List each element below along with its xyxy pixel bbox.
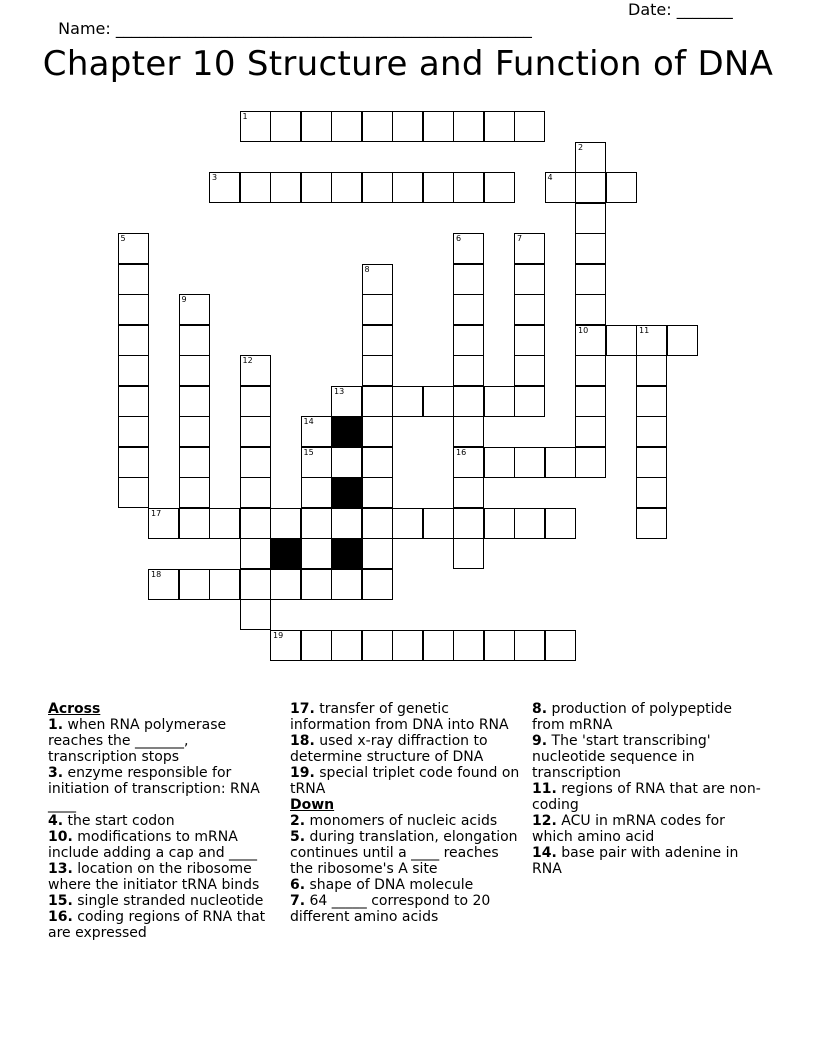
crossword-cell[interactable] bbox=[362, 264, 393, 295]
crossword-block bbox=[270, 538, 301, 569]
crossword-cell[interactable] bbox=[179, 416, 210, 447]
crossword-cell[interactable] bbox=[392, 508, 423, 539]
crossword-cell[interactable] bbox=[453, 447, 484, 478]
clue-item bbox=[48, 829, 276, 861]
crossword-cell[interactable] bbox=[453, 325, 484, 356]
clue-number-label: 1 bbox=[242, 112, 248, 121]
clue-number-label: 10 bbox=[578, 325, 589, 335]
crossword-cell[interactable] bbox=[514, 630, 545, 661]
crossword-cell[interactable] bbox=[301, 477, 332, 508]
crossword-cell[interactable] bbox=[179, 477, 210, 508]
crossword-cell[interactable] bbox=[636, 325, 667, 356]
crossword-cell[interactable] bbox=[240, 508, 271, 539]
crossword-cell[interactable] bbox=[301, 447, 332, 478]
crossword-cell[interactable] bbox=[484, 172, 515, 203]
crossword-cell[interactable] bbox=[575, 294, 606, 325]
crossword-cell[interactable] bbox=[301, 569, 332, 600]
crossword-cell[interactable] bbox=[331, 111, 362, 142]
crossword-cell[interactable] bbox=[179, 294, 210, 325]
crossword-cell[interactable] bbox=[484, 386, 515, 417]
crossword-cell[interactable] bbox=[453, 477, 484, 508]
crossword-cell[interactable] bbox=[270, 508, 301, 539]
crossword-cell[interactable] bbox=[209, 172, 240, 203]
crossword-cell[interactable] bbox=[240, 599, 271, 630]
crossword-cell[interactable] bbox=[636, 355, 667, 386]
crossword-cell[interactable] bbox=[362, 111, 393, 142]
clue-item bbox=[532, 701, 762, 733]
crossword-cell[interactable] bbox=[118, 233, 149, 264]
clue-number-label: 5 bbox=[120, 234, 126, 243]
crossword-cell[interactable] bbox=[514, 264, 545, 295]
crossword-cell[interactable] bbox=[636, 386, 667, 417]
clue-text: location on the ribosome where the initiator tRNA binds bbox=[48, 861, 260, 893]
clue-number: 19. bbox=[290, 765, 315, 781]
crossword-cell[interactable] bbox=[514, 355, 545, 386]
clue-number-label: 17 bbox=[151, 508, 162, 518]
clue-text: ACU in mRNA codes for which amino acid bbox=[532, 813, 725, 845]
crossword-cell[interactable] bbox=[453, 538, 484, 569]
clue-text: regions of RNA that are non-coding bbox=[532, 781, 761, 813]
crossword-cell[interactable] bbox=[575, 386, 606, 417]
crossword-cell[interactable] bbox=[240, 172, 271, 203]
clue-item bbox=[48, 813, 276, 829]
clue-number-label: 15 bbox=[303, 447, 314, 457]
crossword-cell[interactable] bbox=[118, 447, 149, 478]
crossword-cell[interactable] bbox=[362, 538, 393, 569]
clue-text: base pair with adenine in RNA bbox=[532, 845, 739, 877]
crossword-cell[interactable] bbox=[270, 172, 301, 203]
crossword-cell[interactable] bbox=[240, 538, 271, 569]
crossword-cell[interactable] bbox=[331, 569, 362, 600]
crossword-cell[interactable] bbox=[575, 264, 606, 295]
clue-item bbox=[290, 701, 526, 733]
clue-number: 12. bbox=[532, 813, 557, 829]
crossword-cell[interactable] bbox=[362, 477, 393, 508]
crossword-cell[interactable] bbox=[606, 172, 637, 203]
crossword-cell[interactable] bbox=[453, 355, 484, 386]
clue-number-label: 18 bbox=[151, 569, 162, 579]
clue-number-label: 6 bbox=[456, 234, 462, 243]
clue-text: monomers of nucleic acids bbox=[305, 813, 498, 829]
crossword-cell[interactable] bbox=[118, 355, 149, 386]
crossword-cell[interactable] bbox=[575, 355, 606, 386]
crossword-cell[interactable] bbox=[331, 386, 362, 417]
crossword-cell[interactable] bbox=[545, 508, 576, 539]
crossword-cell[interactable] bbox=[484, 508, 515, 539]
crossword-block bbox=[331, 538, 362, 569]
crossword-cell[interactable] bbox=[270, 569, 301, 600]
clue-number: 8. bbox=[532, 701, 548, 717]
crossword-cell[interactable] bbox=[514, 508, 545, 539]
crossword-cell[interactable] bbox=[362, 416, 393, 447]
crossword-cell[interactable] bbox=[362, 172, 393, 203]
down-heading: Down bbox=[290, 797, 335, 813]
clue-text: single stranded nucleotide bbox=[72, 893, 264, 909]
clue-text: the start codon bbox=[63, 813, 175, 829]
crossword-cell[interactable] bbox=[240, 355, 271, 386]
clue-number: 3. bbox=[48, 765, 64, 781]
clue-text: The 'start transcribing' nucleotide sequence in transcription bbox=[532, 733, 711, 781]
crossword-cell[interactable] bbox=[575, 325, 606, 356]
clue-number: 5. bbox=[290, 829, 306, 845]
clue-item bbox=[532, 845, 762, 877]
clue-number: 16. bbox=[48, 909, 73, 925]
crossword-cell[interactable] bbox=[209, 508, 240, 539]
clue-item bbox=[532, 781, 762, 813]
crossword-cell[interactable] bbox=[514, 233, 545, 264]
crossword-cell[interactable] bbox=[301, 172, 332, 203]
crossword-cell[interactable] bbox=[636, 477, 667, 508]
crossword-cell[interactable] bbox=[423, 111, 454, 142]
name-field[interactable]: Name: ____________________________________________________ bbox=[58, 19, 532, 38]
clue-number: 15. bbox=[48, 893, 73, 909]
crossword-cell[interactable] bbox=[240, 477, 271, 508]
crossword-cell[interactable] bbox=[179, 447, 210, 478]
clue-text: production of polypeptide from mRNA bbox=[532, 701, 732, 733]
crossword-cell[interactable] bbox=[118, 325, 149, 356]
crossword-cell[interactable] bbox=[362, 294, 393, 325]
crossword-cell[interactable] bbox=[179, 508, 210, 539]
clues-column-1 bbox=[48, 701, 276, 941]
crossword-cell[interactable] bbox=[453, 172, 484, 203]
crossword-cell[interactable] bbox=[270, 111, 301, 142]
crossword-cell[interactable] bbox=[148, 508, 179, 539]
clue-number: 13. bbox=[48, 861, 73, 877]
clues-column-3 bbox=[532, 701, 762, 877]
crossword-cell[interactable] bbox=[392, 111, 423, 142]
crossword-block bbox=[331, 416, 362, 447]
clue-number-label: 2 bbox=[578, 142, 584, 152]
clue-text: used x-ray diffraction to determine structure of DNA bbox=[290, 733, 488, 765]
crossword-cell[interactable] bbox=[606, 325, 637, 356]
clue-number-label: 7 bbox=[517, 234, 523, 243]
crossword-cell[interactable] bbox=[179, 355, 210, 386]
clue-text: enzyme responsible for initiation of transcription: RNA ____ bbox=[48, 765, 260, 813]
crossword-cell[interactable] bbox=[331, 630, 362, 661]
crossword-cell[interactable] bbox=[240, 416, 271, 447]
page-title: Chapter 10 Structure and Function of DNA bbox=[42, 44, 774, 84]
crossword-cell[interactable] bbox=[118, 477, 149, 508]
clue-number-label: 9 bbox=[181, 295, 187, 304]
clue-item bbox=[532, 813, 762, 845]
crossword-cell[interactable] bbox=[453, 294, 484, 325]
crossword-cell[interactable] bbox=[331, 508, 362, 539]
clue-item bbox=[48, 893, 276, 909]
clue-number: 10. bbox=[48, 829, 73, 845]
clue-text: during translation, elongation continues until a ____ reaches the ribosome's A site bbox=[290, 829, 518, 877]
clue-number: 1. bbox=[48, 717, 64, 733]
clue-item bbox=[48, 861, 276, 893]
crossword-cell[interactable] bbox=[575, 172, 606, 203]
clue-item bbox=[48, 717, 276, 765]
crossword-cell[interactable] bbox=[362, 508, 393, 539]
crossword-cell[interactable] bbox=[453, 233, 484, 264]
crossword-cell[interactable] bbox=[301, 508, 332, 539]
clue-number: 6. bbox=[290, 877, 306, 893]
crossword-cell[interactable] bbox=[636, 416, 667, 447]
crossword-cell[interactable] bbox=[118, 416, 149, 447]
crossword-cell[interactable] bbox=[453, 630, 484, 661]
crossword-cell[interactable] bbox=[545, 172, 576, 203]
clue-number-label: 8 bbox=[364, 264, 370, 274]
crossword-cell[interactable] bbox=[514, 111, 545, 142]
clue-text: modifications to mRNA include adding a cap and ____ bbox=[48, 829, 258, 861]
crossword-cell[interactable] bbox=[636, 508, 667, 539]
clue-item bbox=[290, 733, 526, 765]
crossword-cell[interactable] bbox=[331, 172, 362, 203]
clue-text: 64 _____ correspond to 20 different amino acids bbox=[290, 893, 491, 925]
crossword-cell[interactable] bbox=[514, 325, 545, 356]
crossword-cell[interactable] bbox=[148, 569, 179, 600]
crossword-cell[interactable] bbox=[575, 416, 606, 447]
clue-number: 9. bbox=[532, 733, 548, 749]
crossword-cell[interactable] bbox=[575, 142, 606, 173]
crossword-cell[interactable] bbox=[301, 111, 332, 142]
crossword-cell[interactable] bbox=[575, 447, 606, 478]
crossword-cell[interactable] bbox=[453, 386, 484, 417]
clue-number-label: 12 bbox=[242, 356, 253, 365]
clue-number-label: 16 bbox=[456, 447, 467, 457]
clues-column-2 bbox=[290, 701, 526, 925]
clue-number: 17. bbox=[290, 701, 315, 717]
clue-text: shape of DNA molecule bbox=[305, 877, 474, 893]
crossword-cell[interactable] bbox=[514, 386, 545, 417]
clue-number-label: 4 bbox=[547, 173, 553, 182]
crossword-cell[interactable] bbox=[240, 569, 271, 600]
crossword-cell[interactable] bbox=[209, 569, 240, 600]
clue-text: when RNA polymerase reaches the _______, transcription stops bbox=[48, 717, 227, 765]
clue-number: 11. bbox=[532, 781, 557, 797]
crossword-cell[interactable] bbox=[301, 416, 332, 447]
crossword-cell[interactable] bbox=[240, 447, 271, 478]
crossword-cell[interactable] bbox=[453, 264, 484, 295]
crossword-cell[interactable] bbox=[514, 294, 545, 325]
crossword-cell[interactable] bbox=[423, 630, 454, 661]
clue-number: 7. bbox=[290, 893, 306, 909]
crossword-cell[interactable] bbox=[423, 172, 454, 203]
clue-number: 2. bbox=[290, 813, 306, 829]
crossword-cell[interactable] bbox=[179, 569, 210, 600]
clue-item bbox=[290, 765, 526, 797]
crossword-cell[interactable] bbox=[423, 386, 454, 417]
clue-text: special triplet code found on tRNA bbox=[290, 765, 520, 797]
crossword-cell[interactable] bbox=[392, 386, 423, 417]
clue-text: coding regions of RNA that are expressed bbox=[48, 909, 266, 941]
clue-number: 4. bbox=[48, 813, 64, 829]
crossword-block bbox=[331, 477, 362, 508]
clue-item bbox=[48, 765, 276, 813]
crossword-cell[interactable] bbox=[484, 111, 515, 142]
date-field[interactable]: Date: _______ bbox=[628, 0, 733, 19]
clue-number-label: 14 bbox=[303, 417, 314, 426]
crossword-cell[interactable] bbox=[484, 447, 515, 478]
crossword-cell[interactable] bbox=[240, 111, 271, 142]
crossword-cell[interactable] bbox=[545, 447, 576, 478]
crossword-cell[interactable] bbox=[362, 447, 393, 478]
crossword-cell[interactable] bbox=[362, 386, 393, 417]
crossword-cell[interactable] bbox=[179, 386, 210, 417]
clue-item bbox=[290, 893, 526, 925]
crossword-cell[interactable] bbox=[636, 447, 667, 478]
crossword-cell[interactable] bbox=[423, 508, 454, 539]
across-heading: Across bbox=[48, 701, 101, 717]
crossword-cell[interactable] bbox=[301, 630, 332, 661]
crossword-cell[interactable] bbox=[118, 294, 149, 325]
crossword-cell[interactable] bbox=[667, 325, 698, 356]
crossword-cell[interactable] bbox=[453, 416, 484, 447]
clue-number: 18. bbox=[290, 733, 315, 749]
crossword-cell[interactable] bbox=[270, 630, 301, 661]
crossword-cell[interactable] bbox=[453, 111, 484, 142]
clue-number-label: 19 bbox=[273, 630, 284, 640]
crossword-cell[interactable] bbox=[179, 325, 210, 356]
clue-text: transfer of genetic information from DNA into RNA bbox=[290, 701, 509, 733]
crossword-cell[interactable] bbox=[362, 325, 393, 356]
clue-number-label: 11 bbox=[639, 325, 650, 335]
clue-item bbox=[48, 909, 276, 941]
clue-item bbox=[290, 829, 526, 877]
crossword-cell[interactable] bbox=[362, 355, 393, 386]
crossword-cell[interactable] bbox=[392, 172, 423, 203]
crossword-cell[interactable] bbox=[453, 508, 484, 539]
crossword-cell[interactable] bbox=[575, 233, 606, 264]
crossword-cell[interactable] bbox=[514, 447, 545, 478]
clue-item bbox=[290, 813, 526, 829]
crossword-cell[interactable] bbox=[575, 203, 606, 234]
clue-number: 14. bbox=[532, 845, 557, 861]
crossword-cell[interactable] bbox=[545, 630, 576, 661]
crossword-cell[interactable] bbox=[392, 630, 423, 661]
clue-number-label: 3 bbox=[212, 173, 218, 182]
crossword-cell[interactable] bbox=[118, 264, 149, 295]
clue-item bbox=[532, 733, 762, 781]
crossword-cell[interactable] bbox=[301, 538, 332, 569]
crossword-cell[interactable] bbox=[484, 630, 515, 661]
clue-number-label: 13 bbox=[334, 386, 345, 396]
crossword-cell[interactable] bbox=[362, 630, 393, 661]
crossword-cell[interactable] bbox=[331, 447, 362, 478]
crossword-cell[interactable] bbox=[240, 386, 271, 417]
clue-item bbox=[290, 877, 526, 893]
crossword-cell[interactable] bbox=[118, 386, 149, 417]
crossword-cell[interactable] bbox=[362, 569, 393, 600]
